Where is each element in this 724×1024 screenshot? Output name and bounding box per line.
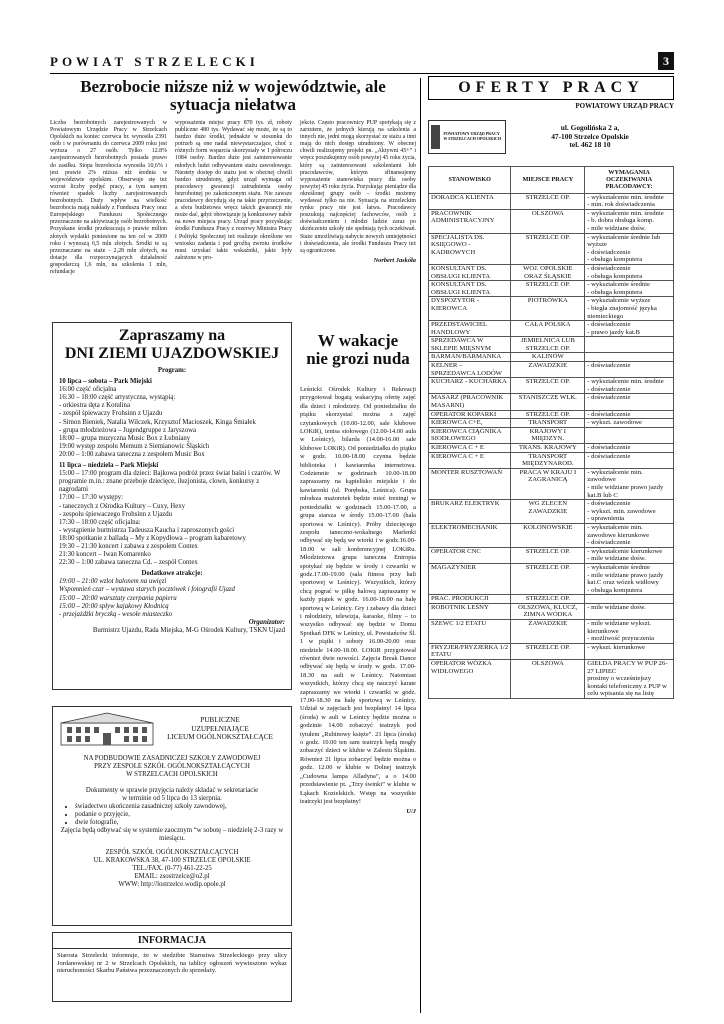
table-row <box>429 264 674 280</box>
table-row <box>429 452 674 468</box>
job-title-cell: OPERATOR CNC <box>429 547 511 563</box>
section-title: POWIAT STRZELECKI <box>50 54 259 69</box>
organizer: Burmistrz Ujazdu, Rada Miejska, M-G Ośrodek Kultury, TSKN Ujazd <box>92 626 285 634</box>
program-item: - zespołu śpiewaczego Frohsinn z Ujazdu <box>59 510 173 518</box>
article-vacation <box>300 332 416 1012</box>
job-requirements-cell: - mile widziane dośw. <box>585 603 674 619</box>
job-title-cell: KONSULTANT DS. OBSŁUGI KLIENTA <box>429 264 511 280</box>
job-requirements-cell: - wykształcenie min. średnie - min. rok doświadczenia <box>585 193 674 209</box>
school-base-2: PRZY ZESPOLE SZKÓŁ OGÓLNOKSZTAŁCĄCYCH <box>94 763 250 770</box>
job-requirements-cell: - wykszt. kierunkowe <box>585 643 674 659</box>
job-location-cell: STRZELCE OP. <box>511 547 585 563</box>
job-requirements-cell: - wykształcenie średnie lub wyższe - doświadczenie - obsługa komputera <box>585 233 674 264</box>
job-location-cell: STRZELCE OP. <box>511 378 585 394</box>
table-row <box>429 547 674 563</box>
school-www: WWW: http://lostrzelce.wodip.opole.pl <box>118 881 226 888</box>
job-title-cell: PRACOWNIK ADMINISTRACYJNY <box>429 209 511 233</box>
table-row <box>429 660 674 699</box>
job-requirements-cell: - wykształcenie średnie - obsługa komputera <box>585 281 674 297</box>
school-phone: TEL./FAX. (0-77) 461-22-25 <box>132 865 212 872</box>
program-item: 18:00 – grupa muzyczna Music Box z Łubniany <box>59 434 191 442</box>
job-title-cell: MASARZ (PRACOWNIK MASARNI) <box>429 394 511 410</box>
vacation-title-2: nie grozi nuda <box>306 349 410 368</box>
job-title-cell: DORADCA KLIENTA <box>429 193 511 209</box>
school-note: Zajęcia będą odbywać się w systemie zaocznym “w sobotę – niedzielę 2-3 razy w miesiącu. <box>60 827 284 842</box>
job-requirements-cell <box>585 427 674 443</box>
attraction-item: 15:00 – 20:00 warsztaty czerpania papieru <box>59 594 177 602</box>
program-item: 22:30 – 1:00 zabawa taneczna Cd. – zespół Contex <box>59 559 198 567</box>
program-item: - grupa młodzieżowa – Jugendgruppe z Jaryszowa <box>59 426 197 434</box>
job-title-cell: DYSPOZYTOR - KIEROWCA <box>429 297 511 321</box>
article-unemployment <box>50 78 416 318</box>
program-label: Program: <box>157 367 187 374</box>
event-announcement <box>52 322 292 690</box>
job-requirements-cell: - wykształcenie kierunkowe - mile widziane dośw. <box>585 547 674 563</box>
pup-logo <box>428 120 506 154</box>
column-divider <box>420 78 421 1013</box>
job-title-cell: SPRZEDAWCA W SKLEPIE MIĘSNYM <box>429 337 511 353</box>
information-text: Starosta Strzelecki informuje, że w siedzibie Starostwa Strzeleckiego przy ulicy Jordanowskiej nr 2 w Strzelcach Opolskich, na tablicy ogłoszeń wywieszono wykaz nieruchomości Skarbu Państwa przeznaczonych do sprzedaży. <box>57 952 287 975</box>
school-address-1: ZESPÓŁ SZKÓŁ OGÓLNOKSZTAŁCĄCYCH <box>105 849 239 856</box>
attraction-item: 19:00 – 21:00 wzlot balonem na uwięzi <box>59 578 167 586</box>
vacation-text: Leśnicki Ośrodek Kultury i Rekreacji przygotował bogatą wakacyjną ofertę zajęć dla dzieci i młodzieży. Od poniedziałku do piątku skorzystać można z zajęć czytankowych (10.00-12.00, sale klubowe LOKiR), tenisa stołowego (12.00-14.00 aula w Leśnicy), bilarda (14.00-16.00 sale klubowe LOKiR). Od poniedziałku do piątku w godz. 10.00-18.00 czynna będzie biblioteka i kawiarenka internetowa. Codziennie w godzinach 10.00-18.00 zapraszamy na kąpielisko miejskie i do kawiarenki (ul. Porębska, Leśnica). Grupa młodsza mażoretek będzie mieć treningi w poniedziałki w godzinach 15.00-17.00, a grupa starsza w środy 15.00-17.00 (hala sportowa w Leśnicy). Próby dziecięcego zespołu taneczno-wokalnego Marlenki odbywać się będą we wtorki i w godz.16.00-18.00 w sali konferencyjnej LOKiRu. Młodzieżowa grupa taneczna Entropia spotykać się będzie w środy i czwartki w godz.17.00-19.00 (sala fitness przy hali sportowej w Leśnicy). Wszystkich, którzy chcą pograć w piłkę halową zapraszamy w każdy piątek w godz. 16.00-18.00 na halę sportową w Leśnicy. Gry i zabawy dla dzieci i młodzieży, telewizja, karaoke, filmy – to wszystko odbywać się będzie w Domu Spotkań DFK w Leśnicy, ul. Powstańców Śl. 1 w piątki i soboty 16.00-20.00 oraz niedziele 14.00-18.00. LOKiR przygotował również dwie nowości. Zajęcia Break Dance odbywać się będą w środy w godz. 17.00-18.30 na auli w Leśnicy. Natomiast wszystkich, którzy chcą się nauczyć karate zapraszamy we wtorki i czwartki w godz. 17.00-18.30 na halę sportową w Leśnicy. Udział w zajęciach jest bezpłatny! 14 lipca (środa) w auli w Leśnicy będzie można o godzinie 14.00 zobaczyć teatrzyk pod tytułem „Rubinowy księże”. 21 lipca (środa) o godz. 10.00 ten sam teatrzyk będą mogły zobaczyć dzieci w klubie w Zalesiu Śląskim. Również 21 lipca zobaczyć będzie można o godz. 12.00 w klubie w Dolnej teatrzyk „Cudowna lampa Alladyna”, a o 14.00 przedstawienie pt. „Trzy świnki” w klubie w Łąkach Kozielskich. Wstęp na wszystkie teatrzyki jest bezpłatny! <box>300 386 416 805</box>
requirement-item: • dwie fotografie, <box>75 819 285 827</box>
column-header: STANOWISKO <box>429 167 511 194</box>
program-item: 19:00 występ zespołu Memum z Siemianowic Śląskich <box>59 442 210 450</box>
job-requirements-cell: - doświadczenie - obsługa komputera <box>585 264 674 280</box>
job-location-cell: CAŁA POLSKA <box>511 321 585 337</box>
job-title-cell: MONTER RUSZTOWAŃ <box>429 468 511 499</box>
school-name-2: UZUPEŁNIAJĄCE <box>191 724 249 733</box>
article-column-3: jekcie. Często pracownicy PUP spotykają się z zarzutem, że jednych kierują na szkolenia a innych nie, jedni mogą skorzystać ze stażu a inni mają do nich dostęp utrudniony. W obecnej chwili realizujemy projekt pn. „Aktywni 45+” i wręcz poszukujemy osób powyżej 45 roku życia, który są zainteresowani szkoleniami lub pracodawców, którym sfinansujemy wyposażenie stanowiska pracy dla osoby powyżej 45 roku życia. Pozyskując pieniądze dla określonej grupy osób – środki możemy wydawać tylko na nie. Sytuacja na strzeleckim rynku pracy nie jest łatwa. Pracodawcy poszukują najczęściej fachowców, osób z doświadczeniem i młodzi ludzie zaraz po ukończeniu szkoły nie spełniają tych oczekiwań. Staże umożliwiają nabycie nowych umiejętności i doświadczenia, ale środki Funduszu Pracy też są ograniczone. <box>300 120 416 254</box>
school-base-3: W STRZELCACH OPOLSKICH <box>126 771 218 778</box>
day1-list <box>59 386 285 459</box>
page-number: 3 <box>658 52 674 70</box>
table-row <box>429 643 674 659</box>
job-requirements-cell: - wykształcenie min. zawodowe kierunkowe - doświadczenie <box>585 523 674 547</box>
job-title-cell: PRZEDSTAWICIEL HANDLOWY <box>429 321 511 337</box>
job-requirements-cell <box>585 595 674 604</box>
job-requirements-cell: - doświadczenie <box>585 452 674 468</box>
school-building-illustration <box>59 711 155 747</box>
program-item: 16:00 część oficjalna <box>59 386 117 394</box>
requirement-item: • podanie o przyjęcie, <box>75 811 285 819</box>
job-title-cell: MAGAZYNIER <box>429 563 511 594</box>
pup-address-2: 47-100 Strzelce Opolskie <box>551 131 629 141</box>
job-offers-title: OFERTY PRACY <box>428 76 674 100</box>
school-base-1: NA PODBUDOWIE ZASADNICZEJ SZKOŁY ZAWODOWEJ <box>83 755 261 762</box>
job-requirements-cell: - doświadczenie - wykszt. min. zawodowe - uprawnienia <box>585 500 674 524</box>
job-title-cell: OPERATOR KOPARKI <box>429 410 511 419</box>
table-row <box>429 193 674 209</box>
column-header: WYMAGANIA OCZEKIWANIA PRACODAWCY: <box>585 167 674 194</box>
job-location-cell: STRZELCE OP. <box>511 643 585 659</box>
table-row <box>429 563 674 594</box>
attraction-item: Wspomnień czar – wystawa starych pocztówek i fotografii Ujazd <box>59 586 235 594</box>
job-requirements-cell: - doświadczenie <box>585 362 674 378</box>
job-title-cell: PRAC. PRODUKCJI <box>429 595 511 604</box>
job-offers-table <box>428 166 674 699</box>
requirement-item: • świadectwo ukończenia zasadniczej szkoły zawodowej, <box>75 803 285 811</box>
program-item: 19:30 – 21:30 koncert i zabawa z zespołem Contex <box>59 542 198 550</box>
job-location-cell: JEMIELNICA LUB STRZELCE OP. <box>511 337 585 353</box>
job-location-cell: TRANSPORT <box>511 419 585 428</box>
event-title-2: DNI ZIEMI UJAZDOWSKIEJ <box>64 345 280 362</box>
table-row <box>429 353 674 362</box>
job-location-cell: OLSZOWA, KLUCZ, ZIMNA WÓDKA <box>511 603 585 619</box>
job-location-cell: PRACA W KRAJU I ZAGRANICĄ <box>511 468 585 499</box>
job-location-cell: STRZELCE OP. <box>511 410 585 419</box>
job-title-cell: SZEWC 1/2 ETATU <box>429 620 511 644</box>
school-docs-2: w terminie od 5 lipca do 13 sierpnia. <box>122 795 222 802</box>
job-location-cell: WOJ. OPOLSKIE ORAZ ŚLĄSKIE <box>511 264 585 280</box>
job-offers <box>428 76 674 1014</box>
school-docs-1: Dokumenty w sprawie przyjęcia należy składać w sekretariacie <box>85 787 259 794</box>
information-title: INFORMACJA <box>53 933 291 949</box>
table-row <box>429 281 674 297</box>
table-row <box>429 378 674 394</box>
table-row <box>429 468 674 499</box>
pup-phone: tel. 462 18 10 <box>569 140 611 150</box>
program-item: 21:30 koncert – Iwan Komarenko <box>59 551 151 559</box>
program-item: - Simon Bieniek, Natalia Wilczek, Krzysztof Macioszek, Kinga Śmiałek <box>59 418 256 426</box>
vacation-title-1: W wakacje <box>317 332 399 350</box>
day1-heading: 10 lipca – sobota – Park Miejski <box>59 378 152 386</box>
pup-address-1: ul. Gogolińska 2 a, <box>560 123 620 133</box>
school-email: EMAIL: zsostrzelce@o2.pl <box>134 873 210 880</box>
table-row <box>429 362 674 378</box>
program-item: - tanecznych z Ośrodka Kultury – Cuxy, Hexy <box>59 502 186 510</box>
job-location-cell: KALINÓW <box>511 353 585 362</box>
job-requirements-cell: - doświadczenie <box>585 410 674 419</box>
program-item: 18:00 spotkanie z balladą – My z Kopydłowa – program kabaretowy <box>59 534 246 542</box>
job-location-cell: OLSZOWA <box>511 209 585 233</box>
extra-list <box>59 578 285 618</box>
job-requirements-cell: - wykształcenie min. średnie - b. dobra obsługa komp. - mile widziane dośw. <box>585 209 674 233</box>
job-location-cell: KRAJOWY I MIĘDZYN. <box>511 427 585 443</box>
job-location-cell: OLSZOWA <box>511 660 585 699</box>
table-row <box>429 297 674 321</box>
job-title-cell: BRUKARZ ELEKTRYK <box>429 500 511 524</box>
job-location-cell: TRANS. KRAJOWY <box>511 444 585 453</box>
table-row <box>429 500 674 524</box>
program-item: - orkiestra dęta z Kotulina <box>59 402 130 410</box>
job-requirements-cell: - doświadczenie <box>585 444 674 453</box>
program-item: 17:30 – 18:00 część oficjalna: <box>59 518 141 526</box>
job-requirements-cell: - mile widziane wykszt. kierunkowe - możliwość przyuczenia <box>585 620 674 644</box>
article-column-1: Liczba bezrobotnych zarejestrowanych w Powiatowym Urzędzie Pracy w Strzelcach Opolskich na koniec czerwca br. wynosiła 2391 osób i w porównaniu do czerwca 2009 roku jest wyższa o 27 osób. Tylko 12.8% zarejestrowanych bezrobotnych posiada prawo do zasiłku. Stopa bezrobocia wynosiła 10,6% i jest prawie 2% niższa niż średnia w województwie opolskim. Obserwuje się też wzrost liczby podjęć pracy, a tym samym również spadek liczby zarejestrowanych bezrobotnych. Duży wpływ na wielkość bezrobocia mają nakłady z Funduszu Pracy oraz Europejskiego Funduszu Społecznego przeznaczone na aktywizację osób bezrobotnych. Pozyskane środki przekraczają o prawie milion złotych wydatki poniesione na ten cel w 2009 roku i wynoszą 6,5 mln złotych. Środki te są przeznaczane na staże - 2,28 mln złotych, na dotacje dla rozpoczynających działalność gospodarczą 1,6 mln, na szkolenia 1 mln, refundacje <box>50 120 167 275</box>
job-requirements-cell: - doświadczenie <box>585 394 674 410</box>
job-requirements-cell: - wykształcenie wyższe - biegła znajomość języka niemieckiego <box>585 297 674 321</box>
job-location-cell: STRZELCE OP. <box>511 193 585 209</box>
program-item: 17:00 – 17:30 występy: <box>59 494 124 502</box>
job-requirements-cell <box>585 337 674 353</box>
attraction-item: 15:00 – 20:00 spływ kajakowy Kłodnicą <box>59 602 169 610</box>
job-location-cell: STRZELCE OP. <box>511 281 585 297</box>
table-row <box>429 209 674 233</box>
program-item: 15:00 – 17:00 program dla dzieci: Bajkowa podróż przez świat baśni i czarów. W programie m.in.: znane przeboje dziecięce, iluzjonista, clown, konkursy z nagrodami <box>59 470 281 494</box>
school-address-2: UL. KRAKOWSKA 38, 47-100 STRZELCE OPOLSKIE <box>93 857 251 864</box>
event-title-1: Zapraszamy na <box>118 327 226 344</box>
table-row <box>429 321 674 337</box>
information-notice <box>52 932 292 1002</box>
table-row <box>429 419 674 428</box>
article-column-2: wyposażenia miejsc pracy 870 tys. zł, roboty publiczne 480 tys. Wydawać się może, że są to bardzo duże środki, jednakże w stosunku do potrzeb są one nadal niewystarczające, choć z różnych form wsparcia skorzystały w I półroczu 1084 osoby. Bardzo duże jest zainteresowanie młodych ludzi odbywaniem stażu zawodowego. Niestety dostęp do stażu jest w obecnej chwili bardzo utrudniony, gdyż urząd wymaga od pracodawcy gwarancji zatrudnienia osoby bezrobotnej po zakończonym stażu. Nie zawsze pracodawcy decydują się na takie przyrzeczenie, a sfera budżetowa wręcz takich gwarancji nie może dać, gdyż obowiązuje ją konkursowy nabór na nowe miejsca pracy. Urząd pracy pozyskując środki Funduszu Pracy z rezerwy Ministra Pracy i Polityki Społecznej też realizuje określone we wniosku zadania i pod groźbą zwrotu środków musi uzyskać takie wskaźniki, jakie były założone w pro- <box>175 120 292 261</box>
vacation-sign: U/J <box>406 808 416 816</box>
job-location-cell: STRZELCE OP. <box>511 563 585 594</box>
job-location-cell: STRZELCE OP. <box>511 233 585 264</box>
program-item: 16:30 – 18:00 część artystyczna, wystąpią: <box>59 394 176 402</box>
table-row <box>429 394 674 410</box>
day2-list <box>59 470 285 567</box>
job-location-cell: STRZELCE OP. <box>511 595 585 604</box>
school-ad <box>52 706 292 926</box>
table-row <box>429 427 674 443</box>
job-offers-subtitle: POWIATOWY URZĄD PRACY <box>575 102 674 110</box>
table-row <box>429 337 674 353</box>
table-row <box>429 444 674 453</box>
program-item: - wystąpienie burmistrza Tadeusza Kaucha i zaproszonych gości <box>59 526 235 534</box>
job-location-cell: TRANSPORT MIĘDZYNAROD. <box>511 452 585 468</box>
job-title-cell: KUCHARZ - KUCHARKA <box>429 378 511 394</box>
table-row <box>429 620 674 644</box>
attraction-item: - przejażdżki bryczką - wesołe miasteczko <box>59 610 173 618</box>
table-row <box>429 410 674 419</box>
job-requirements-cell: - wykształcenie średnie - mile widziane prawo jazdy kat.C oraz wózek widłowy - obsługa komputera <box>585 563 674 594</box>
program-item: - zespół śpiewaczy Frohsinn z Ujazdu <box>59 410 163 418</box>
job-title-cell: KIEROWCA C + E <box>429 444 511 453</box>
job-title-cell: ROBOTNIK LEŚNY <box>429 603 511 619</box>
job-location-cell: PIOTRÓWKA <box>511 297 585 321</box>
extra-heading: Dodatkowe atrakcje: <box>141 570 203 578</box>
job-requirements-cell: - wykształcenie min. średnie - doświadczenie <box>585 378 674 394</box>
job-requirements-cell: GIEŁDA PRACY W PUP 26-27 LIPIEC prosimy o wcześniejszy kontakt telefoniczny z PUP w celu wpisania się na listę <box>585 660 674 699</box>
job-requirements-cell: - wykształcenie min. zawodowe - mile widziane prawo jazdy kat.B lub C <box>585 468 674 499</box>
job-location-cell: WG ZLECEŃ ZAWADZKIE <box>511 500 585 524</box>
job-location-cell: KOLONOWSKIE <box>511 523 585 547</box>
table-row <box>429 603 674 619</box>
pup-logo-text: POWIATOWY URZĄD PRACY W STRZELCACH OPOLSKICH <box>443 131 502 141</box>
article-author: Norbert Jaskóła <box>373 256 416 264</box>
job-title-cell: KONSULTANT DS. OBSŁUGI KLIENTA <box>429 281 511 297</box>
job-title-cell: OPERATOR WÓZKA WIDŁOWEGO <box>429 660 511 699</box>
job-location-cell: ZAWADZKIE <box>511 620 585 644</box>
job-title-cell: KIEROWCA C+E, <box>429 419 511 428</box>
program-item: 20:00 – 1:00 zabawa taneczna z zespołem Music Box <box>59 450 205 458</box>
table-row <box>429 595 674 604</box>
job-title-cell: KELNER – SPRZEDAWCA LODÓW <box>429 362 511 378</box>
job-title-cell: FRYZJER/FRYZJERKA 1/2 ETATU <box>429 643 511 659</box>
job-location-cell: STANISZCZE WLK. <box>511 394 585 410</box>
column-header: MIEJSCE PRACY <box>511 167 585 194</box>
job-requirements-cell <box>585 353 674 362</box>
job-title-cell: SPECJALISTA DS. KSIĘGOWO -KADROWYCH <box>429 233 511 264</box>
job-title-cell: KIEROWCA C + E <box>429 452 511 468</box>
job-title-cell: KIEROWCA CIĄGNIKA SIODŁOWEGO <box>429 427 511 443</box>
table-row <box>429 523 674 547</box>
organizer-label: Organizator: <box>248 618 285 626</box>
job-location-cell: ZAWADZKIE <box>511 362 585 378</box>
school-name-3: LICEUM OGÓLNOKSZTAŁCĄCE <box>167 733 273 742</box>
school-name-1: PUBLICZNE <box>200 716 240 725</box>
page-header <box>50 52 674 74</box>
job-requirements-cell: - wykszt. zawodowe <box>585 419 674 428</box>
job-title-cell: ELEKTROMECHANIK <box>429 523 511 547</box>
table-row <box>429 233 674 264</box>
job-requirements-cell: - doświadczenie - prawo jazdy kat.B <box>585 321 674 337</box>
job-title-cell: BARMAN/BARMANKA <box>429 353 511 362</box>
article-title: Bezrobocie niższe niż w województwie, ale sytuacja niełatwa <box>80 78 386 114</box>
day2-heading: 11 lipca – niedziela – Park Miejski <box>59 462 159 470</box>
